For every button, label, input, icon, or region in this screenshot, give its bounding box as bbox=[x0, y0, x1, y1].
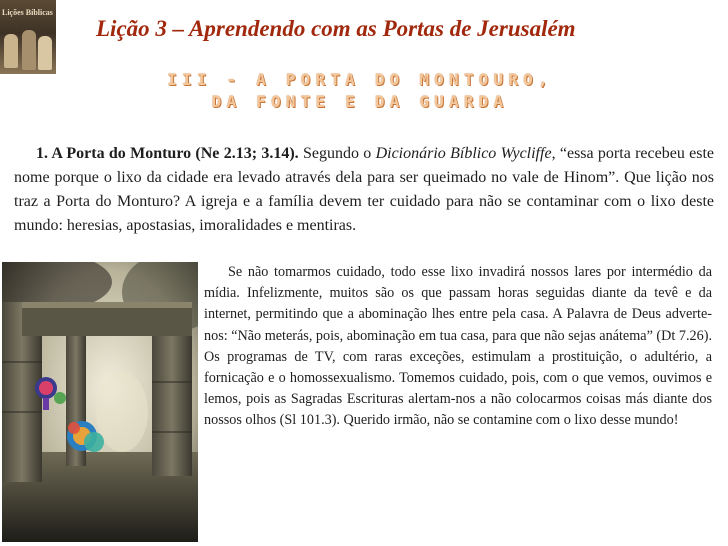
source-citation: Dicionário Bíblico Wycliffe bbox=[375, 145, 552, 162]
paragraph-midia-warning: Se não tomarmos cuidado, todo esse lixo invadirá nossos lares por intermédio da mídia. Infelizmente, muitos são os que passam horas seguidas diante da tevê e da internet, permitindo que a abominação lhes entre pela casa. A Palavra de Deus adverte-nos: “Não meterás, pois, abominação em tua casa, para que não sejas anátema” (Dt 7.26). Os programas de TV, com raras exceções, estimulam a prostituição, o adultério, a fornicação e o homossexualismo. Tomemos cuidado, pois, com o que vemos, ouvimos e lemos, pois as Sagradas Escrituras alertam-nos a não colocarmos coisas más diante dos nossos olhos (Sl 101.3). Querido irmão, não se contamine com o lixo desse mundo! bbox=[204, 264, 712, 429]
stone-gate-photo bbox=[2, 262, 198, 542]
cover-figure bbox=[38, 36, 52, 70]
paragraph-heading: 1. A Porta do Monturo (Ne 2.13; 3.14). bbox=[36, 145, 299, 162]
page-title: Lição 3 – Aprendendo com as Portas de Jerusalém bbox=[96, 16, 576, 41]
section-subtitle-line1: III - A PORTA DO MONTOURO, bbox=[167, 70, 553, 89]
magazine-cover-thumbnail bbox=[0, 0, 56, 74]
cover-figure bbox=[22, 30, 36, 70]
section-subtitle-line2: DA FONTE E DA GUARDA bbox=[211, 92, 509, 111]
paragraph-text: Segundo o bbox=[298, 145, 376, 162]
paragraph-text: , “essa porta recebeu este nome porque o lixo da cidade era levado através dela para ser queimado no vale de Hinom”. Que lição nos traz a Porta do Monturo? A igreja e a família devem ter cuidado para não se contaminar com o lixo deste mundo: heresias, apostasias, imoralidades e mentiras. bbox=[14, 145, 715, 234]
paragraph-porta-monturo bbox=[14, 142, 714, 238]
cover-figure bbox=[4, 34, 18, 68]
magazine-brand: Lições Bíblicas bbox=[2, 8, 53, 17]
